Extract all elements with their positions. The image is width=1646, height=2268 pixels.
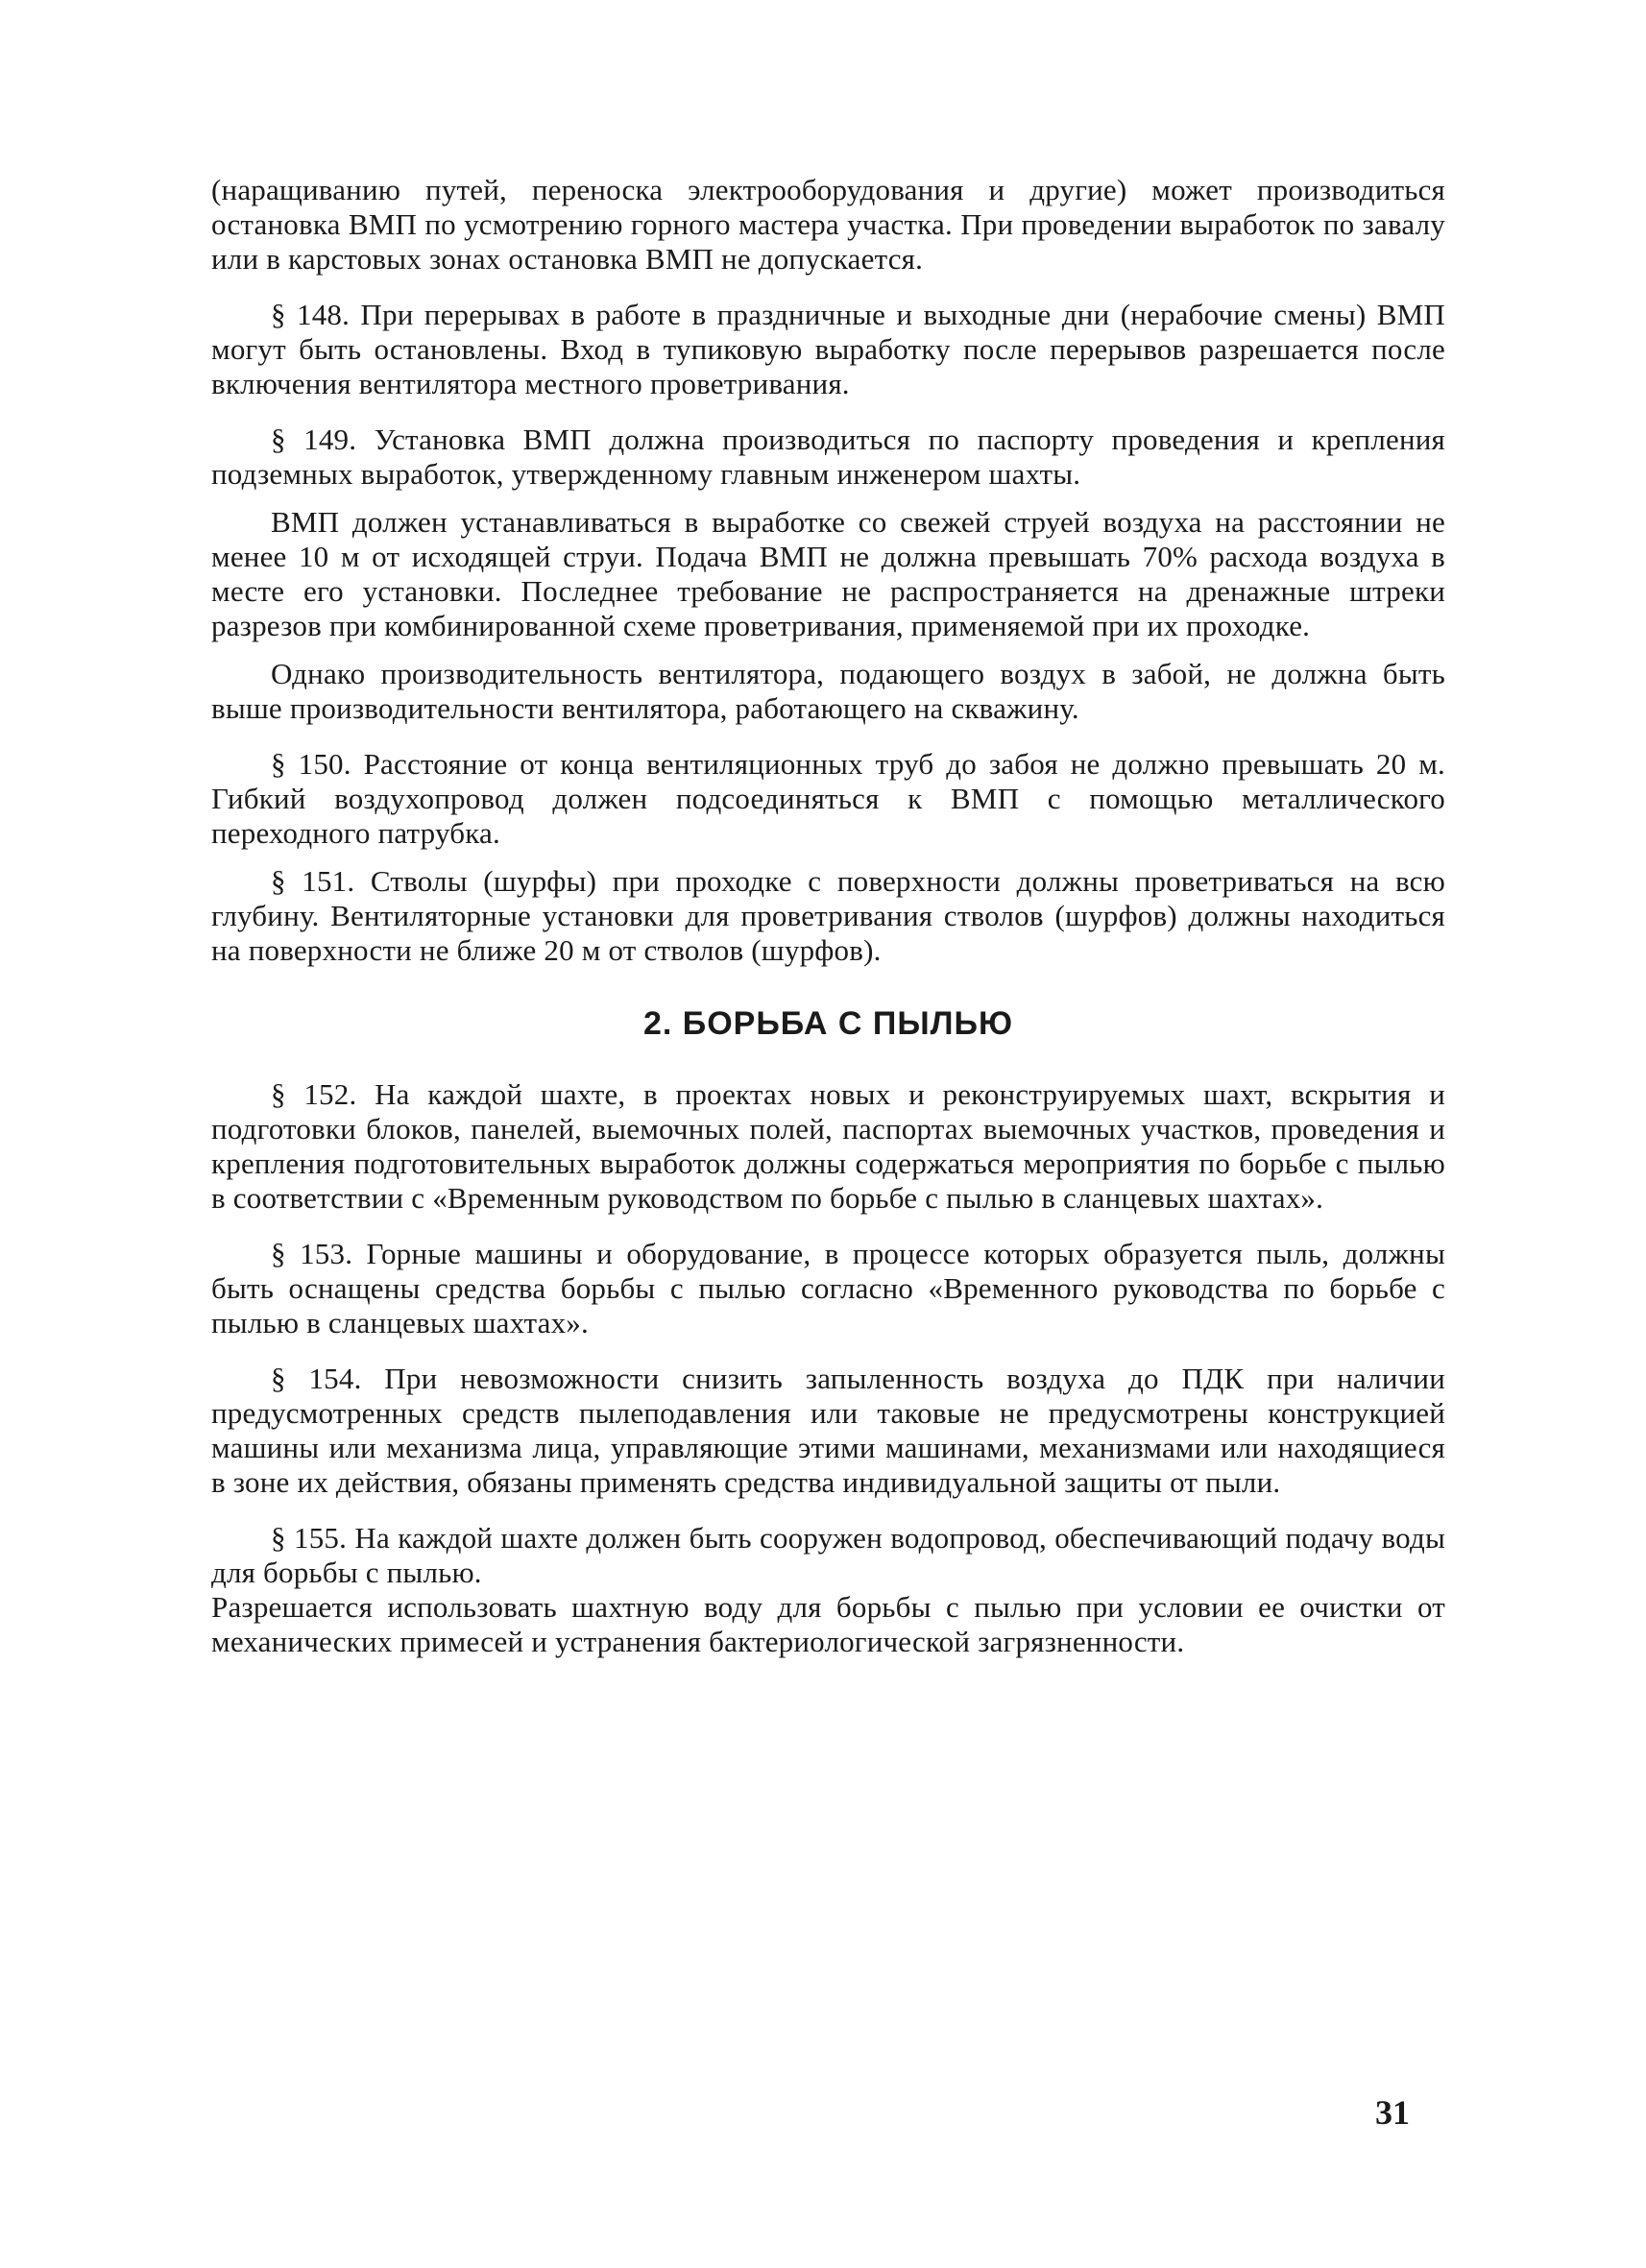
paragraph-mine-water: Разрешается использовать шахтную воду для борьбы с пылью при условии ее очистки от механических примесей и устранения бактериологической загрязненности.	[211, 1590, 1445, 1658]
paragraph-continuation: (наращиванию путей, переноска электрооборудования и другие) может производиться остановка ВМП по усмотрению горного мастера участка. При проведении выработок по завалу или в карстовых зонах остановка ВМП не допускается.	[211, 173, 1445, 276]
paragraph-150: § 150. Расстояние от конца вентиляционных труб до забоя не должно превышать 20 м. Гибкий воздухопровод должен подсоединяться к ВМП с помощью металлического переходного патрубка.	[211, 747, 1445, 850]
paragraph-155: § 155. На каждой шахте должен быть сооружен водопровод, обеспечивающий подачу воды для борьбы с пылью.	[211, 1521, 1445, 1589]
section-heading: 2. БОРЬБА С ПЫЛЬЮ	[642, 1005, 1014, 1042]
page-number: 31	[1375, 2093, 1410, 2132]
paragraph-fan-capacity: Однако производительность вентилятора, подающего воздух в забой, не должна быть выше производительности вентилятора, работающего на скважину.	[211, 657, 1445, 725]
paragraph-154: § 154. При невозможности снизить запыленность воздуха до ПДК при наличии предусмотренных средств пылеподавления или таковые не предусмотрены конструкцией машины или механизма лица, управляющие этими машинами, механизмами или находящиеся в зоне их действия, обязаны применять средства индивидуальной защиты от пыли.	[211, 1362, 1445, 1499]
paragraph-152: § 152. На каждой шахте, в проектах новых и реконструируемых шахт, вскрытия и подготовки блоков, панелей, выемочных полей, паспортах выемочных участков, проведения и крепления подготовительных выработок должны содержаться мероприятия по борьбе с пылью в соответствии с «Временным руководством по борьбе с пылью в сланцевых шахтах».	[211, 1077, 1445, 1215]
paragraph-vmp-installation: ВМП должен устанавливаться в выработке со свежей струей воздуха на расстоянии не менее 10 м от исходящей струи. Подача ВМП не должна превышать 70% расхода воздуха в месте его установки. Последнее требование не распространяется на дренажные штреки разрезов при комбинированной схеме проветривания, применяемой при их проходке.	[211, 505, 1445, 642]
paragraph-153: § 153. Горные машины и оборудование, в процессе которых образуется пыль, должны быть оснащены средства борьбы с пылью согласно «Временного руководства по борьбе с пылью в сланцевых шахтах».	[211, 1237, 1445, 1339]
paragraph-148: § 148. При перерывах в работе в праздничные и выходные дни (нерабочие смены) ВМП могут быть остановлены. Вход в тупиковую выработку после перерывов разрешается после включения вентилятора местного проветривания.	[211, 298, 1445, 400]
text-column	[211, 173, 1445, 1659]
paragraph-151: § 151. Стволы (шурфы) при проходке с поверхности должны проветриваться на всю глубину. Вентиляторные установки для проветривания стволов (шурфов) должны находиться на поверхности не ближе 20 м от стволов (шурфов).	[211, 864, 1445, 967]
paragraph-149: § 149. Установка ВМП должна производиться по паспорту проведения и крепления подземных выработок, утвержденному главным инженером шахты.	[211, 422, 1445, 491]
